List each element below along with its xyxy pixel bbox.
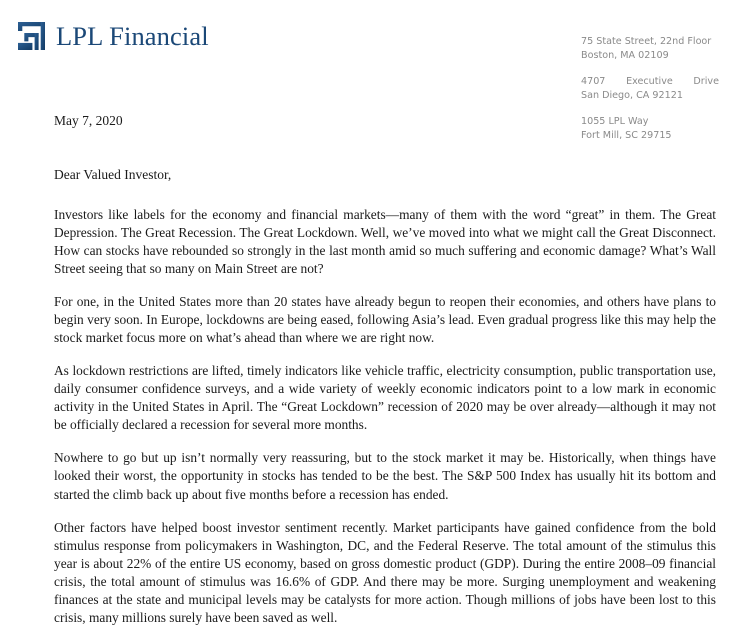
letter-paragraph: As lockdown restrictions are lifted, timely indicators like vehicle traffic, electricity consumption, public transportation use, daily consumer confidence surveys, and a wide variety of weekly economic indicators point to a low mark in economic activity in the United States in April. The “Great Lockdown” recession of 2020 may be over already—although it may not be officially declared a recession for several more months. <box>54 363 716 433</box>
letter-paragraph: Nowhere to go but up isn’t normally very reassuring, but to the stock market it may be. Historically, when things have looked their worst, the opportunity in stocks has tended to be the best. The S&P 500 Index has usually hit its bottom and started the climb back up about five months before a recession has ended. <box>54 450 716 502</box>
letter-paragraph: Investors like labels for the economy and financial markets—many of them with the word “great” in them. The Great Depression. The Great Recession. The Great Lockdown. Well, we’ve moved into what we might call the Great Disconnect. How can stocks have rebounded so strongly in the last month amid so much suffering and economic damage? What’s Wall Street seeing that so many on Main Street are not? <box>54 207 716 277</box>
letter-salutation: Dear Valued Investor, <box>54 166 172 182</box>
address-word: Executive <box>626 76 673 88</box>
address-line: 75 State Street, 22nd Floor <box>581 36 712 47</box>
address-boston <box>581 35 719 62</box>
brand-lockup <box>18 22 209 50</box>
address-word: 4707 <box>581 76 606 88</box>
address-line: San Diego, CA 92121 <box>581 89 683 101</box>
letter-body <box>54 112 716 627</box>
lpl-logo-icon <box>18 22 45 50</box>
address-line <box>581 75 719 89</box>
address-line: Boston, MA 02109 <box>581 49 669 61</box>
address-line: 1055 LPL Way <box>581 116 649 128</box>
address-word: Drive <box>693 76 719 88</box>
letter-paragraph: For one, in the United States more than 20 states have already begun to reopen their economies, and others have plans to begin very soon. In Europe, lockdowns are being eased, following Asia’s lead. Even gradual progress like this may help the stock market focus more on what’s ahead than where we are right now. <box>54 294 716 346</box>
address-line: Fort Mill, SC 29715 <box>581 130 672 142</box>
letter-paragraph: Other factors have helped boost investor sentiment recently. Market participants have gained confidence from the bold stimulus response from policymakers in Washington, DC, and the Federal Reserve. The total amount of the stimulus this year is about 22% of the entire US economy, based on gross domestic product (GDP). During the entire 2008–09 financial crisis, the total amount of stimulus was 16.6% of GDP. And there may be more. Surging unemployment and weakening finances at the state and municipal levels may be catalysts for more action. Though millions of jobs have been lost to this crisis, many millions surely have been saved as well. <box>54 519 716 625</box>
address-san-diego <box>581 75 719 102</box>
letter-date: May 7, 2020 <box>54 113 123 128</box>
brand-name: LPL Financial <box>56 20 209 51</box>
